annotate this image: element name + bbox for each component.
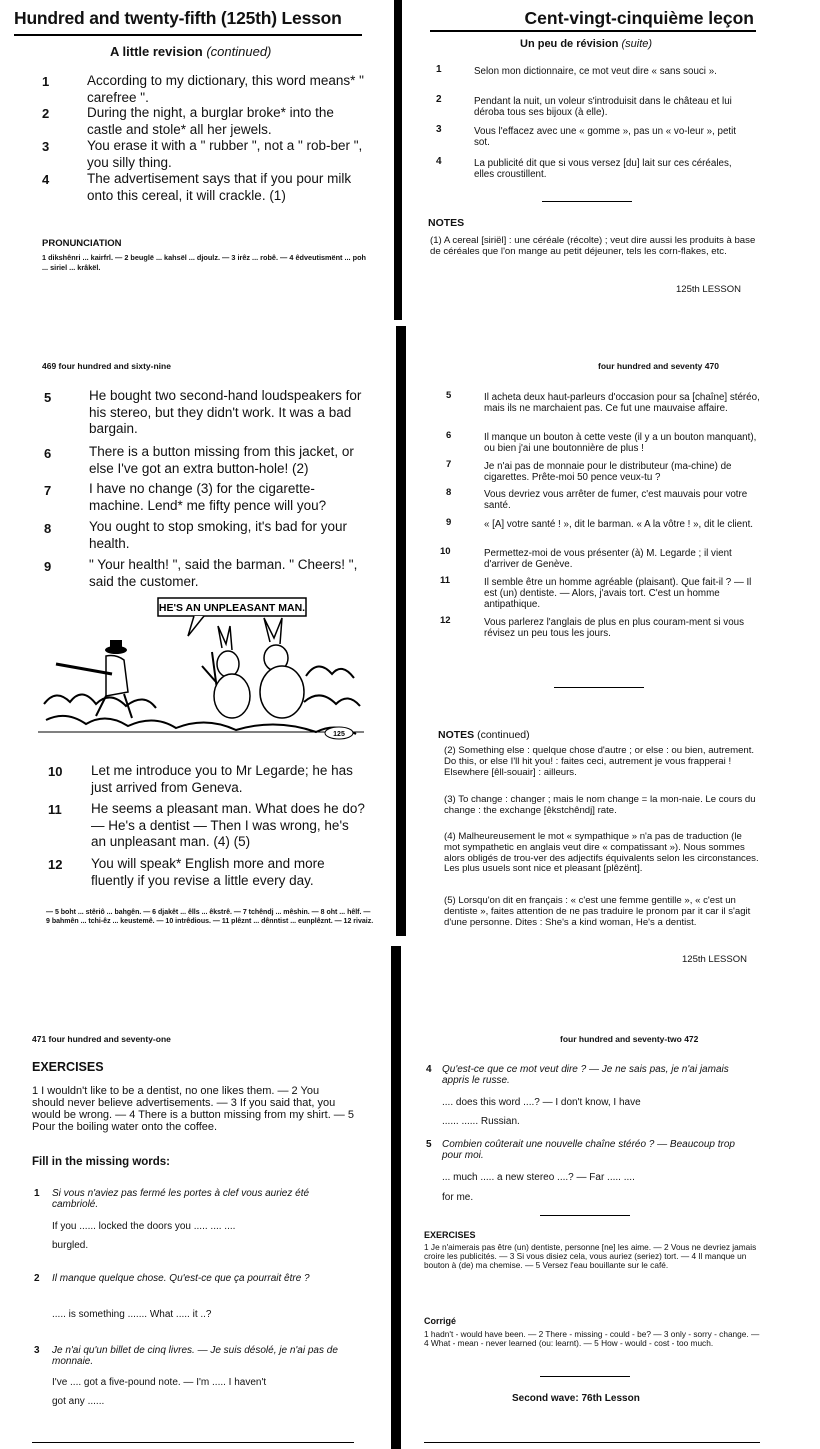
- dialogue-line: He seems a pleasant man. What does he do? — He's a dentist — Then I was wrong, he's an unpleasant man. (4) (5): [91, 801, 365, 849]
- item-number: 1: [34, 1188, 40, 1199]
- fill-heading: Fill in the missing words:: [32, 1156, 171, 1168]
- item-number: 8: [446, 487, 452, 498]
- notes-heading: NOTES: [428, 217, 465, 229]
- exercises-text: 1 Je n'aimerais pas être (un) dentiste, personne [ne] les aime. — 2 Vous ne devriez jamais croire les publicités. — 3 Si vous disiez cela, vous auriez (seriez) tort. — 4 Il manque un bouton à (de) ma chemise. — 5 Versez l'eau bouillante sur le café.: [424, 1242, 757, 1271]
- item-number: 4: [42, 172, 50, 187]
- item-number: 12: [48, 857, 63, 872]
- item-number: 12: [440, 615, 451, 626]
- item-number: 3: [436, 124, 442, 135]
- cartoon-illustration: [36, 592, 366, 742]
- fill-prompt: Si vous n'aviez pas fermé les portes à clef vous auriez été cambriolé.: [52, 1188, 310, 1210]
- translation-line: Il manque un bouton à cette veste (il y a un bouton manquant), ou bien j'ai une boutonnière de plus !: [484, 432, 757, 454]
- running-head: 471 four hundred and seventy-one: [32, 1034, 171, 1044]
- cartoon-signature: 125: [333, 731, 345, 738]
- page-spread1-right: [404, 0, 820, 320]
- translation-line: Il acheta deux haut-parleurs d'occasion pour sa [chaîne] stéréo, mais ils ne marchaient pas. Ce fut une mauvaise affaire.: [484, 392, 760, 414]
- note-text: (4) Malheureusement le mot « sympathique » n'a pas de traduction (le mot sympathetic en anglais veut dire « compatissant »). Nous sommes alors obligés de trou-ver des adjectifs équivalents selon les circonstances. Les plus usuels sont nice et pleasant [plêzënt].: [444, 831, 759, 875]
- translation-line: Vous parlerez l'anglais de plus en plus couram-ment si vous révisez un peu tous les jours.: [484, 617, 744, 639]
- item-number: 2: [436, 94, 442, 105]
- item-number: 9: [44, 559, 52, 574]
- item-number: 7: [44, 483, 52, 498]
- separator-rule: [540, 1215, 630, 1216]
- note-text: (2) Something else : quelque chose d'autre ; or else : ou bien, autrement. Do this, or else I'll hit you! : faites ceci, autrement je vous frapperai ! Elsewhere [êll-souair] : ailleurs.: [444, 745, 755, 778]
- item-number: 1: [42, 74, 50, 89]
- dialogue-line: There is a button missing from this jacket, or else I've got an extra button-hole! (2): [89, 444, 354, 476]
- item-number: 2: [34, 1273, 40, 1284]
- fill-line: for me.: [442, 1192, 474, 1203]
- pronunciation-text: — 5 boht ... stêriô ... bahgên. — 6 djakêt ... êlls ... êkstrê. — 7 tchêndj ... mêshin. — 8 oht ... hêlf. — 9 bahmên ... tchi-êz ... keustemê. — 10 intrêdious. — 11 plêznt ... dênntist ... eunplêznt. — 12 rivaiz.: [46, 909, 374, 925]
- pronunciation-text: 1 dikshênri ... kairfrl. — 2 beuglë ... kahsël ... djoulz. — 3 irêz ... robê. — 4 êdveutismënt ... poh ... siriel ... krâkël.: [42, 253, 366, 272]
- fill-line: ... much ..... a new stereo ....? — Far ..... ....: [442, 1172, 635, 1183]
- spine-divider-middle: [396, 326, 406, 936]
- item-number: 9: [446, 517, 452, 528]
- item-number: 8: [44, 521, 52, 536]
- notes-heading: NOTES (continued): [438, 729, 530, 741]
- subtitle-en: A little revision (continued): [110, 44, 272, 59]
- fill-line: I've .... got a five-pound note. — I'm ..... I haven't: [52, 1377, 267, 1388]
- dialogue-line: You ought to stop smoking, it's bad for your health.: [89, 519, 347, 551]
- dialogue-line: Let me introduce you to Mr Legarde; he has just arrived from Geneva.: [91, 763, 353, 795]
- second-wave-note: Second wave: 76th Lesson: [512, 1393, 640, 1404]
- cartoon-caption: HE'S AN UNPLEASANT MAN.: [158, 602, 306, 614]
- running-head: four hundred and seventy 470: [598, 361, 719, 371]
- page-spread3-right: [404, 946, 820, 1449]
- item-number: 2: [42, 106, 50, 121]
- page-spread3-left: [0, 946, 390, 1449]
- lesson-title-fr: Cent-vingt-cinquième leçon: [524, 8, 754, 28]
- item-number: 4: [426, 1064, 432, 1075]
- title-rule: [430, 30, 756, 32]
- spine-divider-bottom: [391, 946, 401, 1449]
- translation-line: Selon mon dictionnaire, ce mot veut dire « sans souci ».: [474, 66, 717, 77]
- translation-line: Permettez-moi de vous présenter (à) M. Legarde ; il vient d'arriver de Genève.: [484, 548, 732, 570]
- subtitle-fr: Un peu de révision (suite): [520, 38, 653, 50]
- lesson-tag: 125th LESSON: [682, 954, 747, 965]
- translation-line: Pendant la nuit, un voleur s'introduisit dans le château et lui déroba tous ses bijoux (à elle).: [474, 96, 732, 118]
- fill-line: ...... ...... Russian.: [442, 1116, 520, 1127]
- fill-line: ..... is something ....... What ..... it ..?: [52, 1309, 212, 1320]
- exercises-text: 1 I wouldn't like to be a dentist, no one likes them. — 2 You should never believe advertisements. — 3 If you said that, you would be wrong. — 4 There is a button missing from my shirt. — 5 Pour the boiling water onto the coffee.: [32, 1085, 354, 1133]
- item-number: 4: [436, 156, 442, 167]
- exercises-heading: EXERCISES: [424, 1230, 476, 1240]
- corrige-text: 1 hadn't - would have been. — 2 There - missing - could - be? — 3 only - sorry - change. — 4 What - mean - never learned (ou: learnt). — 5 How - would - cost - too much.: [424, 1329, 760, 1349]
- pronunciation-heading: PRONUNCIATION: [42, 238, 122, 249]
- translation-line: « [A] votre santé ! », dit le barman. « A la vôtre ! », dit le client.: [484, 519, 754, 530]
- dialogue-line: He bought two second-hand loudspeakers for his stereo, but they didn't work. It was a bad bargain.: [89, 388, 362, 436]
- dialogue-line: The advertisement says that if you pour milk onto this cereal, it will crackle. (1): [87, 171, 352, 203]
- dialogue-line: " Your health! ", said the barman. " Cheers! ", said the customer.: [89, 557, 358, 589]
- note-text: (1) A cereal [siriël] : une céréale (récolte) ; veut dire aussi les produits à base de céréales que l'on mange au petit déjeuner, tels les corn-flakes, etc.: [430, 235, 756, 257]
- fill-line: got any ......: [52, 1396, 105, 1407]
- separator-rule: [542, 201, 632, 202]
- corrige-heading: Corrigé: [424, 1316, 457, 1326]
- page-bottom-rule: [424, 1442, 760, 1443]
- lesson-title-en: Hundred and twenty-fifth (125th) Lesson: [14, 8, 342, 28]
- item-number: 6: [44, 446, 52, 461]
- page-spread2-right: [408, 326, 820, 965]
- dialogue-line: I have no change (3) for the cigarette-machine. Lend* me fifty pence will you?: [89, 481, 327, 513]
- lesson-tag: 125th LESSON: [676, 284, 741, 295]
- separator-rule: [540, 1376, 630, 1377]
- translation-line: Il semble être un homme agréable (plaisant). Que fait-il ? — Il est (un) dentiste. — Alors, j'avais tort. C'est un homme antipathique.: [484, 577, 752, 610]
- item-number: 10: [440, 546, 451, 557]
- item-number: 3: [34, 1345, 40, 1356]
- fill-line: .... does this word ....? — I don't know, I have: [442, 1097, 641, 1108]
- dialogue-line: During the night, a burglar broke* into the castle and stole* all her jewels.: [87, 105, 334, 137]
- item-number: 6: [446, 430, 452, 441]
- running-head: 469 four hundred and sixty-nine: [42, 361, 171, 371]
- item-number: 5: [446, 390, 452, 401]
- item-number: 7: [446, 459, 452, 470]
- translation-line: Vous l'effacez avec une « gomme », pas un « vo-leur », petit sot.: [474, 126, 737, 148]
- item-number: 11: [48, 802, 62, 817]
- translation-line: La publicité dit que si vous versez [du] lait sur ces céréales, elles croustillent.: [474, 158, 732, 180]
- title-rule: [14, 34, 362, 36]
- dialogue-line: You erase it with a " rubber ", not a " rob-ber ", you silly thing.: [87, 138, 363, 170]
- exercises-heading: EXERCISES: [32, 1060, 104, 1074]
- fill-prompt: Il manque quelque chose. Qu'est-ce que ça pourrait être ?: [52, 1273, 310, 1284]
- note-text: (3) To change : changer ; mais le nom change = la mon-naie. Le cours du change : the exchange [êkstchêndj] rate.: [444, 794, 756, 816]
- dialogue-line: According to my dictionary, this word means* " carefree ".: [87, 73, 364, 105]
- item-number: 1: [436, 64, 442, 75]
- fill-line: burgled.: [52, 1240, 89, 1251]
- item-number: 11: [440, 575, 451, 586]
- running-head: four hundred and seventy-two 472: [560, 1034, 699, 1044]
- note-text: (5) Lorsqu'on dit en français : « c'est une femme gentille », « c'est un dentiste », faites attention de ne pas traduire le pronom par it car il s'agit d'une personne. Dites : She's a kind woman, He's a dentist.: [444, 895, 751, 928]
- spine-divider-top: [394, 0, 402, 320]
- item-number: 5: [426, 1139, 432, 1150]
- dialogue-line: You will speak* English more and more fluently if you revise a little every day.: [91, 856, 325, 888]
- item-number: 5: [44, 390, 52, 405]
- separator-rule: [554, 687, 644, 688]
- item-number: 3: [42, 139, 50, 154]
- page-spread1-left: [0, 0, 390, 320]
- fill-prompt: Je n'ai qu'un billet de cinq livres. — Je suis désolé, je n'ai pas de monnaie.: [52, 1345, 338, 1367]
- fill-line: If you ...... locked the doors you ..... .... ....: [52, 1221, 236, 1232]
- translation-line: Vous devriez vous arrêter de fumer, c'est mauvais pour votre santé.: [484, 489, 748, 511]
- item-number: 10: [48, 764, 63, 779]
- fill-prompt: Qu'est-ce que ce mot veut dire ? — Je ne sais pas, je n'ai jamais appris le russe.: [442, 1064, 729, 1086]
- fill-prompt: Combien coûterait une nouvelle chaîne stéréo ? — Beaucoup trop pour moi.: [442, 1139, 735, 1161]
- page-bottom-rule: [32, 1442, 354, 1443]
- translation-line: Je n'ai pas de monnaie pour le distributeur (ma-chine) de cigarettes. Prête-moi 50 pence veux-tu ?: [484, 461, 732, 483]
- page-spread2-left: [0, 326, 394, 936]
